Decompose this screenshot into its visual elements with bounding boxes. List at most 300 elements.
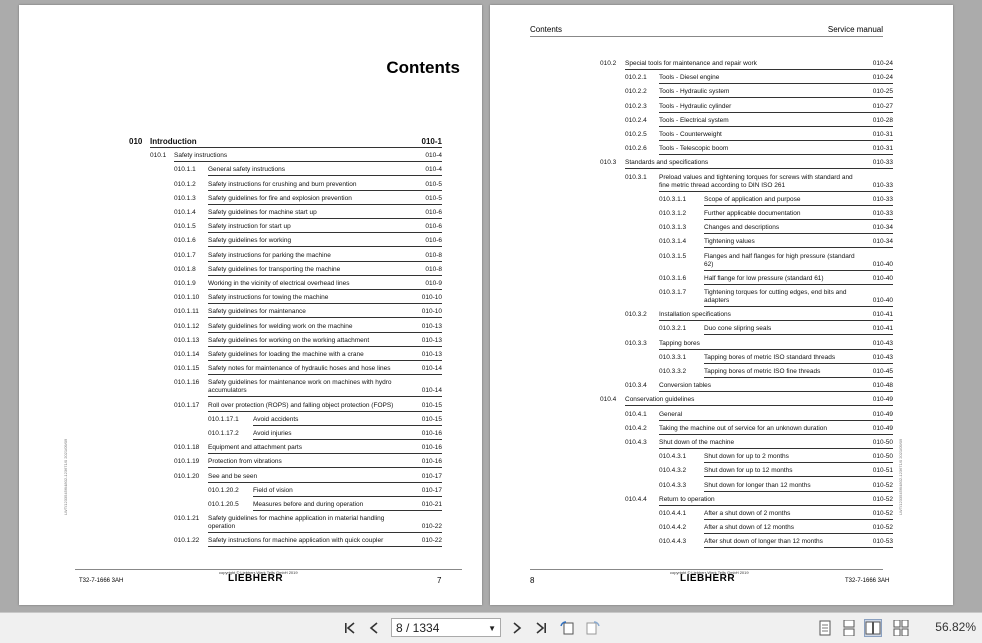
- toc-entry-title-text: Installation specifications: [659, 311, 731, 319]
- toc-entry-title-text: Tools - Counterweight: [659, 131, 722, 138]
- toc-entry-number: 010.1.1: [174, 166, 196, 174]
- zoom-level[interactable]: 56.82%: [935, 620, 976, 634]
- toc-entry-title-text: Conservation guidelines: [625, 396, 695, 404]
- toc-entry-page: 010-8: [425, 265, 442, 273]
- toc-entry[interactable]: [600, 60, 893, 69]
- toc-entry-number: 010.1.6: [174, 237, 196, 245]
- toc-entry-title: [208, 537, 442, 547]
- toc-entry-number: 010.4.4.1: [659, 510, 687, 517]
- toc-entry-title-text: Tools - Telescopic boom: [659, 145, 729, 153]
- toc-entry[interactable]: [625, 496, 893, 505]
- toc-entry[interactable]: [600, 159, 893, 168]
- toc-entry-number: 010.1.22: [174, 537, 200, 545]
- toc-entry[interactable]: [174, 379, 442, 396]
- toc-entry-title-text: Half flange for low pressure (standard 61): [704, 274, 824, 282]
- toc-entry-title: [704, 354, 893, 364]
- toc-entry-title-text: Field of vision: [253, 486, 293, 494]
- toc-entry[interactable]: [659, 467, 893, 476]
- toc-entry-title: [208, 266, 442, 276]
- toc-entry-number: 010.1.20.2: [208, 486, 239, 494]
- page-number: 7: [437, 576, 442, 585]
- toc-entry[interactable]: [600, 396, 893, 405]
- toc-entry-title: [625, 60, 893, 70]
- toc-entry-title: [208, 237, 442, 247]
- toc-entry-title-text: Tapping bores of metric ISO standard threads: [704, 353, 836, 361]
- toc-entry-title: [659, 382, 893, 392]
- toc-entry-page: 010-25: [872, 88, 893, 96]
- toc-entry-page: 010-4: [425, 166, 442, 174]
- toc-entry-number: 010.3.2: [625, 311, 647, 319]
- toc-entry-title-text: After a shut down of 12 months: [704, 524, 794, 532]
- toc-entry-title-text: Safety instruction for start up: [208, 223, 291, 231]
- side-code: LWT/12335456/4802-123671/0 2021/09/09: [898, 438, 903, 515]
- toc-entry-number: 010.3.1.3: [659, 224, 687, 232]
- toc-entry-title: [208, 308, 442, 318]
- toc-entry-page: 010-5: [425, 194, 442, 202]
- toc-entry[interactable]: [174, 515, 442, 532]
- toc-entry-title: [704, 224, 893, 234]
- toc-entry-number: 010.1.20: [174, 472, 200, 480]
- toc-entry-number: 010.3.1.2: [659, 210, 687, 217]
- toc-entry-page: 010-33: [872, 210, 893, 217]
- toc-entry-title-text: Special tools for maintenance and repair work: [625, 60, 757, 67]
- toc-entry[interactable]: [625, 340, 893, 349]
- footer-copyright: copyright © Liebherr-Werk Telfs GmbH 2019: [670, 570, 749, 575]
- toc-entry-number: 010.1.3: [174, 194, 196, 202]
- toc-entry-number: 010.1.13: [174, 336, 200, 344]
- last-page-icon[interactable]: [532, 619, 550, 637]
- toc-entry-page: 010-22: [421, 523, 442, 531]
- toc-entry[interactable]: [129, 138, 442, 147]
- toc-entry-title: [208, 458, 442, 468]
- liebherr-logo: LIEBHERR: [680, 573, 736, 584]
- toc-entry-page: 010-6: [425, 237, 442, 245]
- toc-entry-title-text: Preload values and tightening torques for screws with standard and fine metric thread according to DIN ISO 261: [659, 173, 853, 189]
- toc-entry-title-text: Changes and descriptions: [704, 224, 780, 232]
- toc-entry-number: 010.4.3.2: [659, 467, 687, 475]
- toc-entry-page: 010-6: [425, 209, 442, 216]
- toc-entry[interactable]: [174, 237, 442, 246]
- toc-entry-page: 010-16: [421, 430, 442, 437]
- toc-entry-title-text: Safety guidelines for transporting the machine: [208, 265, 341, 273]
- toc-entry-title-text: General: [659, 410, 683, 418]
- toc-entry-title: [659, 131, 893, 141]
- page-title: Contents: [386, 58, 460, 77]
- toc-entry-number: 010.3: [600, 159, 617, 167]
- toc-entry[interactable]: [174, 473, 442, 482]
- toc-entry-page: 010-31: [872, 145, 893, 153]
- toc-entry-title-text: Safety guidelines for maintenance: [208, 308, 306, 316]
- toc-entry[interactable]: [659, 289, 893, 306]
- toc-entry-page: 010-52: [872, 524, 893, 532]
- toc-entry-number: 010.1.12: [174, 322, 200, 330]
- toc-entry-title-text: After a shut down of 2 months: [704, 510, 791, 517]
- toc-entry-number: 010.4.2: [625, 424, 647, 432]
- toc-entry-number: 010.1.9: [174, 280, 196, 287]
- toc-entry-title-text: Roll over protection (ROPS) and falling object protection (FOPS): [208, 401, 394, 409]
- toc-entry[interactable]: [150, 152, 442, 161]
- toc-entry-title: [659, 425, 893, 435]
- toc-entry-page: 010-24: [872, 60, 893, 67]
- toc-entry[interactable]: [174, 252, 442, 261]
- toc-entry-title-text: Equipment and attachment parts: [208, 444, 302, 452]
- toc-entry[interactable]: [625, 425, 893, 434]
- toc-entry-number: 010.1.10: [174, 294, 200, 302]
- toc-entry[interactable]: [625, 117, 893, 126]
- toc-entry-title-text: Tools - Diesel engine: [659, 74, 720, 82]
- toc-entry[interactable]: [174, 351, 442, 360]
- toc-entry[interactable]: [174, 308, 442, 317]
- toc-entry[interactable]: [659, 325, 893, 334]
- toc-entry-number: 010.1.20.5: [208, 501, 239, 508]
- toc-entry-number: 010.1.17.1: [208, 415, 239, 423]
- toc-entry-page: 010-16: [421, 444, 442, 452]
- toc-entry-page: 010-14: [421, 365, 442, 373]
- toc-entry-title: [208, 515, 442, 533]
- toc-entry[interactable]: [625, 311, 893, 320]
- toc-entry[interactable]: [625, 103, 893, 112]
- toc-entry[interactable]: [659, 224, 893, 233]
- toc-entry-title: [208, 323, 442, 333]
- toc-entry[interactable]: [659, 453, 893, 462]
- toc-entry-number: 010.3.1: [625, 173, 647, 181]
- toc-entry-number: 010.2.3: [625, 102, 647, 110]
- toc-entry[interactable]: [208, 430, 442, 439]
- toc-entry-number: 010.4.4: [625, 495, 647, 503]
- document-page-right: [490, 5, 953, 605]
- toc-entry-page: 010-40: [872, 260, 893, 268]
- toc-entry[interactable]: [659, 482, 893, 491]
- toc-entry-number: 010.4.1: [625, 410, 647, 418]
- toc-entry-title: [659, 411, 893, 421]
- toc-entry-page: 010-40: [872, 274, 893, 282]
- toc-entry-title-text: Safety instructions: [174, 152, 228, 160]
- toc-entry-title-text: Safety notes for maintenance of hydraulic hoses and hose lines: [208, 365, 391, 373]
- toc-entry-title: [659, 74, 893, 84]
- toc-entry-page: 010-34: [872, 224, 893, 232]
- toc-entry-title-text: Introduction: [150, 137, 197, 146]
- toc-entry-title: [208, 280, 442, 290]
- toc-entry-title: [704, 482, 893, 492]
- toc-entry[interactable]: [174, 181, 442, 190]
- toc-entry-title: [174, 152, 442, 162]
- toc-entry[interactable]: [625, 131, 893, 140]
- toc-entry-title: [208, 209, 442, 219]
- toc-entry-number: 010: [129, 137, 143, 146]
- toc-entry-page: 010-13: [421, 351, 442, 358]
- toc-entry-title-text: Safety guidelines for maintenance work on machines with hydro accumulators: [208, 379, 392, 395]
- toc-entry-title-text: Tightening torques for cutting edges, end bits and adapters: [704, 289, 847, 304]
- toc-entry-number: 010.3.2.1: [659, 325, 687, 333]
- toc-entry-page: 010-49: [872, 424, 893, 432]
- toc-entry-page: 010-15: [421, 415, 442, 423]
- toc-entry-page: 010-51: [872, 467, 893, 475]
- toc-entry[interactable]: [208, 501, 442, 510]
- toc-entry-title-text: Tools - Hydraulic cylinder: [659, 102, 732, 110]
- toc-entry-number: 010.2.5: [625, 131, 647, 138]
- toc-entry-number: 010.2: [600, 60, 617, 67]
- toc-entry-number: 010.1.17.2: [208, 430, 239, 437]
- toc-entry-title: [208, 294, 442, 304]
- toc-entry-number: 010.4.4.3: [659, 538, 687, 546]
- toc-entry-number: 010.1.19: [174, 458, 200, 466]
- toc-entry-number: 010.1: [150, 152, 167, 160]
- toc-entry-title-text: Safety guidelines for machine application in material handling operation: [208, 515, 385, 531]
- two-page-continuous-icon[interactable]: [892, 619, 910, 637]
- toc-entry-title: [208, 402, 442, 412]
- toc-entry-number: 010.3.1.6: [659, 274, 687, 282]
- toc-entry-number: 010.1.4: [174, 209, 196, 216]
- toc-entry-page: 010-49: [872, 396, 893, 404]
- toc-entry-title-text: Tools - Hydraulic system: [659, 88, 730, 96]
- toc-entry-number: 010.4.3: [625, 439, 647, 446]
- toc-entry-page: 010-4: [425, 152, 442, 160]
- page-number-input[interactable]: [391, 618, 501, 637]
- toc-entry-title-text: Tapping bores of metric ISO fine threads: [704, 368, 821, 375]
- toc-entry[interactable]: [174, 266, 442, 275]
- toc-entry-title: [704, 289, 893, 307]
- toc-entry-title-text: Return to operation: [659, 495, 715, 503]
- toc-entry-number: 010.3.1.7: [659, 289, 687, 296]
- toc-entry-title-text: See and be seen: [208, 472, 258, 480]
- toc-entry-number: 010.4.3.1: [659, 453, 687, 461]
- toc-entry-page: 010-21: [421, 501, 442, 508]
- toc-entry[interactable]: [174, 280, 442, 289]
- running-header-left: Contents: [530, 25, 563, 34]
- liebherr-logo: LIEBHERR: [228, 573, 284, 584]
- toc-entry[interactable]: [659, 368, 893, 377]
- toc-entry[interactable]: [659, 524, 893, 533]
- toc-entry-page: 010-50: [872, 439, 893, 446]
- toc-entry[interactable]: [659, 210, 893, 219]
- toc-entry-title: [704, 467, 893, 477]
- toc-entry-number: 010.3.1.4: [659, 238, 687, 246]
- toc-entry-number: 010.3.3.2: [659, 368, 687, 375]
- toc-entry-title: [208, 181, 442, 191]
- toc-entry-page: 010-9: [425, 280, 442, 287]
- next-page-icon[interactable]: [508, 619, 526, 637]
- toc-entry[interactable]: [625, 174, 893, 191]
- prev-page-icon[interactable]: [365, 619, 383, 637]
- toc-entry-page: 010-52: [872, 481, 893, 489]
- rotate-left-icon[interactable]: [558, 619, 576, 637]
- toc-entry[interactable]: [659, 538, 893, 547]
- toc-entry-title-text: Scope of application and purpose: [704, 195, 801, 203]
- toc-entry-title: [704, 275, 893, 285]
- toc-entry[interactable]: [174, 537, 442, 546]
- toc-entry[interactable]: [174, 323, 442, 332]
- toc-entry-page: 010-50: [872, 453, 893, 461]
- toc-entry-page: 010-53: [872, 538, 893, 546]
- toc-entry[interactable]: [625, 145, 893, 154]
- footer-doc-ref: T32-7-1666 3AH: [79, 578, 124, 584]
- toc-entry-page: 010-31: [872, 131, 893, 138]
- toc-entry-page: 010-14: [421, 387, 442, 395]
- toc-entry-title: [253, 487, 442, 497]
- toc-entry-title: [659, 496, 893, 506]
- toc-entry-page: 010-10: [421, 308, 442, 316]
- toc-entry-title-text: Flanges and half flanges for high pressure (standard 62): [704, 252, 855, 268]
- toc-entry-title: [704, 368, 893, 378]
- toc-entry-number: 010.3.1.5: [659, 252, 687, 260]
- toc-entry-title-text: Safety guidelines for welding work on the machine: [208, 322, 353, 330]
- toc-entry-title: [659, 103, 893, 113]
- toc-entry-title-text: Tightening values: [704, 238, 755, 246]
- first-page-icon[interactable]: [341, 619, 359, 637]
- toc-entry-title: [704, 510, 893, 520]
- toc-entry-page: 010-27: [872, 102, 893, 110]
- toc-entry-title: [625, 159, 893, 169]
- toc-entry-title-text: Safety instructions for machine application with quick coupler: [208, 537, 384, 545]
- toc-entry-title: [208, 473, 442, 483]
- toc-entry-number: 010.1.18: [174, 444, 200, 452]
- toc-entry[interactable]: [625, 382, 893, 391]
- page-number: 8: [530, 576, 535, 585]
- toc-entry-number: 010.3.1.1: [659, 195, 687, 203]
- toc-entry-title: [253, 430, 442, 440]
- side-code: LWT/12335456/4802-123671/0 2021/09/09: [63, 438, 68, 515]
- toc-entry[interactable]: [659, 196, 893, 205]
- toc-entry-title-text: Safety instructions for crushing and burn prevention: [208, 180, 357, 188]
- toc-entry[interactable]: [659, 510, 893, 519]
- toc-entry-title: [150, 138, 442, 148]
- toc-entry-title: [659, 145, 893, 155]
- toc-entry-page: 010-34: [872, 238, 893, 246]
- toc-entry-page: 010-24: [872, 74, 893, 82]
- toc-entry-title-text: Shut down for up to 2 months: [704, 453, 789, 461]
- toc-entry-title-text: Working in the vicinity of electrical overhead lines: [208, 280, 350, 287]
- toc-entry-page: 010-41: [872, 311, 893, 319]
- toc-entry-title-text: General safety instructions: [208, 166, 285, 174]
- toc-entry-page: 010-49: [872, 410, 893, 418]
- toc-entry-title-text: Conversion tables: [659, 382, 712, 390]
- toc-entry-page: 010-33: [872, 181, 893, 189]
- toc-entry-page: 010-15: [421, 401, 442, 409]
- toc-entry-title: [704, 210, 893, 220]
- toc-entry-number: 010.1.15: [174, 365, 200, 373]
- toc-entry-page: 010-52: [872, 510, 893, 517]
- toc-entry[interactable]: [659, 253, 893, 270]
- toc-entry-title-text: Safety instructions for towing the machine: [208, 294, 329, 302]
- toc-entry-title-text: Tools - Electrical system: [659, 116, 729, 124]
- toc-entry-title: [704, 524, 893, 534]
- toc-entry-title-text: Shut down of the machine: [659, 439, 735, 446]
- toc-entry-title-text: Safety guidelines for machine start up: [208, 209, 317, 216]
- chevron-down-icon[interactable]: ▼: [488, 624, 496, 633]
- toc-entry[interactable]: [174, 223, 442, 232]
- toc-entry-page: 010-17: [421, 486, 442, 494]
- toc-entry-title: [659, 311, 893, 321]
- toc-entry-title-text: After shut down of longer than 12 months: [704, 538, 823, 546]
- toc-entry-title: [208, 166, 442, 176]
- toc-entry-page: 010-43: [872, 339, 893, 347]
- toc-entry[interactable]: [174, 209, 442, 218]
- toc-entry-title-text: Avoid accidents: [253, 415, 299, 423]
- toc-entry[interactable]: [174, 337, 442, 346]
- toc-entry-title: [659, 117, 893, 127]
- toc-entry-title: [704, 253, 893, 271]
- toc-entry-number: 010.1.8: [174, 265, 196, 273]
- toc-entry-title: [659, 88, 893, 98]
- toc-entry-title-text: Shut down for longer than 12 months: [704, 481, 811, 489]
- toc-entry-title-text: Safety guidelines for working on the working attachment: [208, 336, 370, 344]
- toc-entry-page: 010-28: [872, 116, 893, 124]
- toc-entry-title: [253, 416, 442, 426]
- toc-entry-page: 010-33: [872, 195, 893, 203]
- toc-entry-page: 010-5: [425, 180, 442, 188]
- toc-entry-number: 010.1.11: [174, 308, 199, 316]
- toc-entry-title-text: Further applicable documentation: [704, 210, 801, 217]
- toc-entry-title: [208, 252, 442, 262]
- toc-entry[interactable]: [208, 487, 442, 496]
- toc-entry-page: 010-22: [421, 537, 442, 545]
- toc-entry[interactable]: [174, 402, 442, 411]
- toc-entry-title-text: Safety guidelines for working: [208, 237, 292, 245]
- toc-entry[interactable]: [625, 411, 893, 420]
- toc-entry[interactable]: [625, 88, 893, 97]
- toc-entry-title-text: Safety guidelines for fire and explosion prevention: [208, 194, 352, 202]
- toc-entry[interactable]: [174, 195, 442, 204]
- toc-entry[interactable]: [174, 365, 442, 374]
- toc-entry-title: [208, 351, 442, 361]
- toc-entry[interactable]: [625, 439, 893, 448]
- toc-entry-title: [208, 379, 442, 397]
- toc-entry[interactable]: [659, 275, 893, 284]
- toc-entry-title-text: Safety guidelines for loading the machine with a crane: [208, 351, 364, 358]
- toc-entry-title: [253, 501, 442, 511]
- header-divider: [530, 36, 883, 37]
- toc-entry[interactable]: [659, 238, 893, 247]
- toc-entry-title: [208, 444, 442, 454]
- footer-doc-ref: T32-7-1666 3AH: [845, 578, 890, 584]
- toc-entry-page: 010-45: [872, 368, 893, 375]
- toc-entry-number: 010.1.14: [174, 351, 200, 358]
- toc-entry-title-text: Standards and specifications: [625, 159, 709, 167]
- rotate-right-icon[interactable]: [584, 619, 602, 637]
- toc-entry[interactable]: [174, 444, 442, 453]
- toc-entry[interactable]: [174, 458, 442, 467]
- single-page-icon[interactable]: [816, 619, 834, 637]
- toc-entry-title: [659, 340, 893, 350]
- document-page-left: [19, 5, 482, 605]
- toc-entry-title-text: Shut down for up to 12 months: [704, 467, 793, 475]
- toc-entry-number: 010.4: [600, 396, 617, 404]
- toc-entry-title: [704, 538, 893, 548]
- toc-entry[interactable]: [174, 294, 442, 303]
- toc-entry[interactable]: [208, 416, 442, 425]
- toc-entry-number: 010.2.1: [625, 74, 647, 82]
- toc-entry-page: 010-8: [425, 251, 442, 259]
- running-header-right: Service manual: [827, 25, 883, 34]
- toc-entry-title: [208, 365, 442, 375]
- toc-entry[interactable]: [174, 166, 442, 175]
- toc-entry-title: [704, 453, 893, 463]
- toc-entry[interactable]: [625, 74, 893, 83]
- two-page-icon[interactable]: [864, 619, 882, 637]
- toc-entry-number: 010.2.2: [625, 88, 647, 96]
- toc-entry-title: [208, 195, 442, 205]
- toc-entry-title: [208, 337, 442, 347]
- toc-entry-page: 010-13: [421, 336, 442, 344]
- toc-entry-number: 010.2.6: [625, 145, 647, 153]
- continuous-icon[interactable]: [840, 619, 858, 637]
- toc-entry-page: 010-6: [425, 223, 442, 231]
- toc-entry[interactable]: [659, 354, 893, 363]
- toc-entry-title: [659, 174, 893, 192]
- toc-entry-page: 010-52: [872, 495, 893, 503]
- viewer-toolbar: [0, 612, 982, 643]
- toc-entry-title-text: Duo cone slipring seals: [704, 325, 772, 333]
